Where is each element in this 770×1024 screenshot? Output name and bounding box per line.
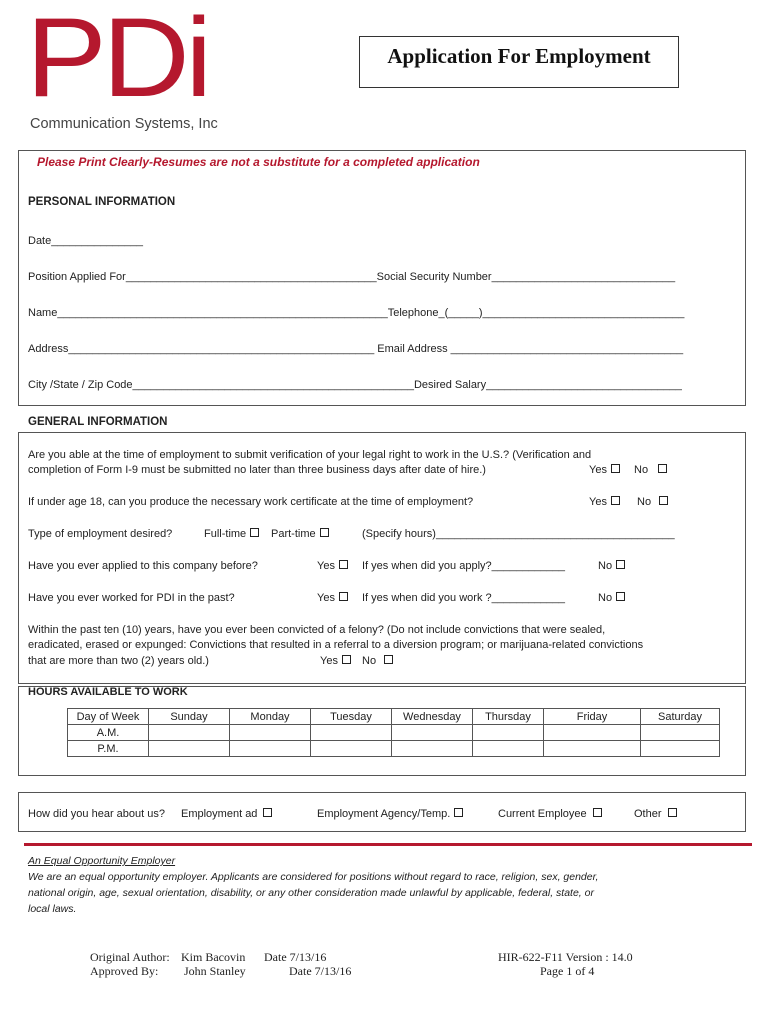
referral-question: How did you hear about us?: [28, 808, 165, 820]
hours-cell[interactable]: [641, 725, 720, 741]
hours-cell[interactable]: [641, 741, 720, 757]
table-header-cell: Day of Week: [68, 709, 149, 725]
checkbox[interactable]: [339, 592, 348, 601]
employment-type-question: Type of employment desired?: [28, 528, 173, 540]
felony-yes-option[interactable]: Yes: [320, 655, 351, 667]
table-row: [68, 741, 720, 757]
verification-yes-option[interactable]: Yes: [589, 464, 620, 476]
hours-cell[interactable]: [311, 741, 392, 757]
employment-ad-option[interactable]: Employment ad: [181, 808, 272, 820]
other-option[interactable]: Other: [634, 808, 677, 820]
hours-cell[interactable]: [473, 725, 544, 741]
verification-no-option[interactable]: No: [634, 464, 667, 476]
worked-no-option[interactable]: No: [598, 592, 625, 604]
eoe-text: We are an equal opportunity employer. Applicants are considered for positions without regard to race, religion, sex, gender,: [28, 871, 599, 883]
company-name: Communication Systems, Inc: [30, 116, 218, 132]
personal-info-heading: PERSONAL INFORMATION: [28, 196, 176, 208]
checkbox[interactable]: [616, 560, 625, 569]
table-row: [68, 709, 720, 725]
applied-when-field[interactable]: If yes when did you apply?____________: [362, 560, 566, 572]
checkbox[interactable]: [320, 528, 329, 537]
checkbox[interactable]: [611, 464, 620, 473]
table-row-label: P.M.: [68, 741, 149, 757]
name-phone-field[interactable]: Name______________________________________________________Telephone_(_____)_________________________________: [28, 307, 685, 319]
work-verification-question: Are you able at the time of employment to submit verification of your legal right to work in the U.S.? (Verification and: [28, 449, 592, 461]
specify-hours-field[interactable]: (Specify hours)_______________________________________: [362, 528, 675, 540]
hours-cell[interactable]: [311, 725, 392, 741]
checkbox[interactable]: [616, 592, 625, 601]
hours-cell[interactable]: [392, 725, 473, 741]
table-header-cell: Friday: [544, 709, 641, 725]
worked-when-field[interactable]: If yes when did you work ?____________: [362, 592, 566, 604]
checkbox[interactable]: [658, 464, 667, 473]
hours-cell[interactable]: [149, 741, 230, 757]
position-ssn-field[interactable]: Position Applied For_________________________________________Social Security Number______________________________: [28, 271, 676, 283]
hours-cell[interactable]: [473, 741, 544, 757]
table-header-cell: Tuesday: [311, 709, 392, 725]
checkbox[interactable]: [454, 808, 463, 817]
author-date: Date 7/13/16: [264, 950, 327, 964]
hours-cell[interactable]: [230, 741, 311, 757]
current-employee-option[interactable]: Current Employee: [498, 808, 602, 820]
eoe-title: An Equal Opportunity Employer: [28, 855, 176, 867]
felony-no-option[interactable]: No: [362, 655, 393, 667]
checkbox[interactable]: [668, 808, 677, 817]
felony-question: Within the past ten (10) years, have you ever been convicted of a felony? (Do not include convictions that were sealed,: [28, 624, 606, 636]
checkbox[interactable]: [384, 655, 393, 664]
felony-question-cont: eradicated, erased or expunged: Convictions that resulted in a referral to a diversion program; or marijuana-related convictions: [28, 639, 644, 651]
checkbox[interactable]: [659, 496, 668, 505]
author-label: Original Author:: [90, 950, 170, 964]
felony-question-end: that are more than two (2) years old.): [28, 655, 209, 667]
divider: [24, 843, 752, 846]
checkbox[interactable]: [342, 655, 351, 664]
worked-yes-option[interactable]: Yes: [317, 592, 348, 604]
author-name: Kim Bacovin: [181, 950, 246, 964]
checkbox[interactable]: [250, 528, 259, 537]
checkbox[interactable]: [611, 496, 620, 505]
table-header-cell: Thursday: [473, 709, 544, 725]
fulltime-option[interactable]: Full-time: [204, 528, 259, 540]
checkbox[interactable]: [593, 808, 602, 817]
table-row-label: A.M.: [68, 725, 149, 741]
approved-label: Approved By:: [90, 964, 159, 978]
notice-text: Please Print Clearly-Resumes are not a substitute for a completed application: [37, 155, 480, 169]
page-number: Page 1 of 4: [540, 964, 595, 978]
applied-yes-option[interactable]: Yes: [317, 560, 348, 572]
eoe-text: national origin, age, sexual orientation, disability, or any other consideration made unlawful by applicable, federal, state, or: [28, 887, 594, 899]
approver-name: John Stanley: [184, 964, 246, 978]
date-field[interactable]: Date_______________: [28, 235, 144, 247]
work-verification-question-cont: completion of Form I-9 must be submitted no later than three business days after date of hire.): [28, 464, 486, 476]
eoe-text: local laws.: [28, 903, 77, 915]
hours-cell[interactable]: [544, 741, 641, 757]
general-info-heading: GENERAL INFORMATION: [28, 416, 168, 428]
hours-table: [67, 708, 720, 757]
hours-cell[interactable]: [230, 725, 311, 741]
checkbox[interactable]: [263, 808, 272, 817]
applied-no-option[interactable]: No: [598, 560, 625, 572]
applied-before-question: Have you ever applied to this company before?: [28, 560, 258, 572]
work-certificate-question: If under age 18, can you produce the necessary work certificate at the time of employment?: [28, 496, 474, 508]
company-logo: PDi: [26, 0, 208, 120]
city-salary-field[interactable]: City /State / Zip Code______________________________________________Desired Salary________________________________: [28, 379, 682, 391]
hours-cell[interactable]: [149, 725, 230, 741]
agency-option[interactable]: Employment Agency/Temp.: [317, 808, 463, 820]
approved-date: Date 7/13/16: [289, 964, 352, 978]
form-version: HIR-622-F11 Version : 14.0: [498, 950, 633, 964]
table-header-cell: Monday: [230, 709, 311, 725]
form-title: Application For Employment: [359, 36, 679, 88]
table-row: [68, 725, 720, 741]
checkbox[interactable]: [339, 560, 348, 569]
table-header-cell: Sunday: [149, 709, 230, 725]
table-header-cell: Wednesday: [392, 709, 473, 725]
hours-cell[interactable]: [544, 725, 641, 741]
worked-before-question: Have you ever worked for PDI in the past?: [28, 592, 235, 604]
hours-heading: HOURS AVAILABLE TO WORK: [28, 686, 188, 698]
address-email-field[interactable]: Address__________________________________________________ Email Address ______________________________________: [28, 343, 684, 355]
certificate-no-option[interactable]: No: [637, 496, 668, 508]
certificate-yes-option[interactable]: Yes: [589, 496, 620, 508]
parttime-option[interactable]: Part-time: [271, 528, 329, 540]
hours-cell[interactable]: [392, 741, 473, 757]
table-header-cell: Saturday: [641, 709, 720, 725]
